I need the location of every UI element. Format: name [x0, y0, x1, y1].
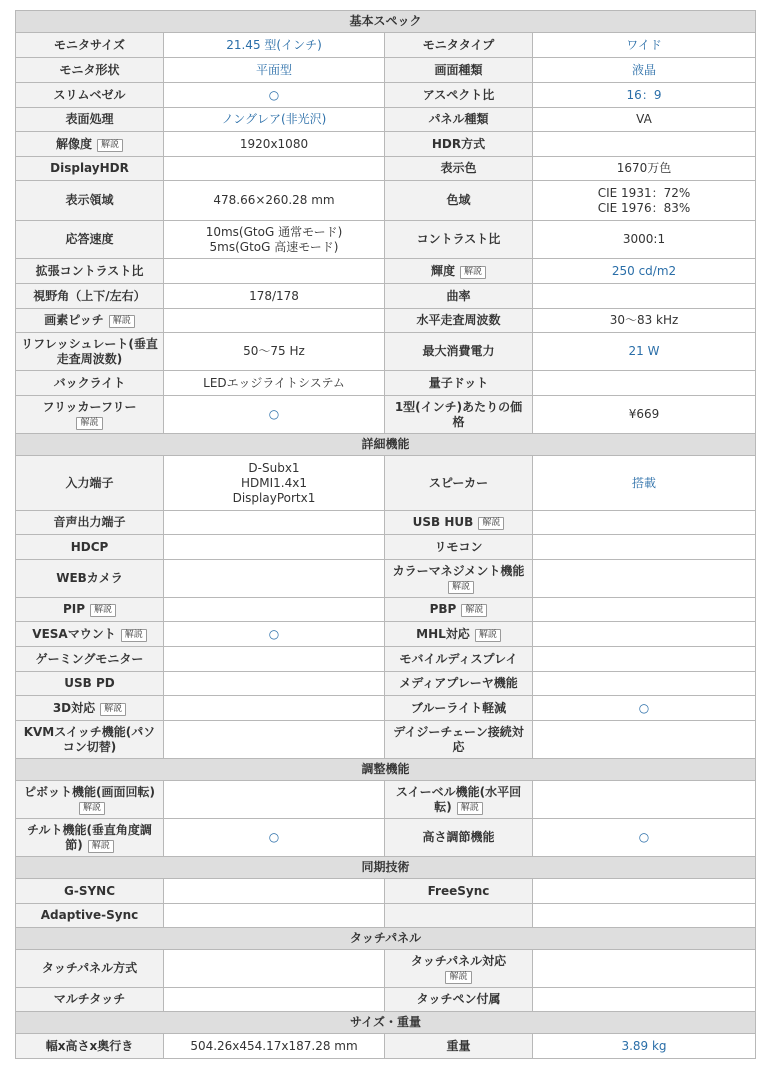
- label-webcam: WEBカメラ: [16, 560, 164, 598]
- label-usb-pd: USB PD: [16, 672, 164, 696]
- value-input-terminals: [164, 456, 385, 511]
- label-usb-hub: [385, 511, 533, 535]
- label-touch-support: [385, 950, 533, 988]
- value-color-management: [533, 560, 756, 598]
- value-response-time: [164, 221, 385, 259]
- value-monitor-shape[interactable]: 平面型: [164, 58, 385, 83]
- color-gamut-cie1931: CIE 1931：72%: [597, 185, 691, 200]
- value-monitor-size[interactable]: 21.45 型(インチ): [164, 33, 385, 58]
- value-resolution: 1920x1080: [164, 132, 385, 157]
- label-panel-type: パネル種類: [385, 108, 533, 132]
- value-gaming-monitor: [164, 647, 385, 672]
- value-pbp: [533, 598, 756, 622]
- value-hdr-format: [533, 132, 756, 157]
- label-brightness: [385, 259, 533, 284]
- label-text: 3D対応: [52, 700, 96, 715]
- label-dimensions: 幅x高さx奥行き: [16, 1034, 164, 1059]
- section-header-adjust: 調整機能: [16, 759, 756, 781]
- value-pixel-pitch: [164, 309, 385, 333]
- kaisetsu-button[interactable]: 解説: [461, 604, 487, 617]
- value-quantum-dot: [533, 371, 756, 396]
- value-aspect-ratio[interactable]: 16：9: [533, 83, 756, 108]
- label-text: PBP: [429, 602, 457, 616]
- label-vesa-mount: [16, 622, 164, 647]
- label-blue-light-reduction: ブルーライト軽減: [385, 696, 533, 721]
- label-extended-contrast: 拡張コントラスト比: [16, 259, 164, 284]
- label-resolution: [16, 132, 164, 157]
- value-daisy-chain: [533, 721, 756, 759]
- label-text: スイーベル機能(水平回転): [395, 784, 522, 814]
- label-text: カラーマネジメント機能: [392, 563, 525, 578]
- value-displayhdr: [164, 157, 385, 181]
- value-monitor-type[interactable]: ワイド: [533, 33, 756, 58]
- label-swivel: [385, 781, 533, 819]
- value-3d-support: [164, 696, 385, 721]
- label-touch-method: タッチパネル方式: [16, 950, 164, 988]
- color-gamut-cie1976: CIE 1976：83%: [597, 200, 691, 215]
- label-pip: [16, 598, 164, 622]
- section-header-sync: 同期技術: [16, 857, 756, 879]
- label-text: 解像度: [55, 136, 92, 151]
- value-color-gamut: [533, 181, 756, 221]
- value-display-area: 478.66×260.28 mm: [164, 181, 385, 221]
- label-multi-touch: マルチタッチ: [16, 988, 164, 1012]
- label-slim-bezel: スリムベゼル: [16, 83, 164, 108]
- label-monitor-shape: モニタ形状: [16, 58, 164, 83]
- value-mobile-display: [533, 647, 756, 672]
- value-media-player: [533, 672, 756, 696]
- value-max-power[interactable]: 21 W: [533, 333, 756, 371]
- label-input-terminals: 入力端子: [16, 456, 164, 511]
- label-color-management: [385, 560, 533, 598]
- value-flicker-free[interactable]: ○: [164, 396, 385, 434]
- value-freesync: [533, 879, 756, 904]
- kaisetsu-button[interactable]: 解説: [90, 604, 116, 617]
- label-remote: リモコン: [385, 535, 533, 560]
- value-touch-support: [533, 950, 756, 988]
- value-empty: [533, 904, 756, 928]
- value-curvature: [533, 284, 756, 309]
- label-price-per-inch: 1型(インチ)あたりの価格: [385, 396, 533, 434]
- value-horizontal-scan-freq: 30～83 kHz: [533, 309, 756, 333]
- kaisetsu-button[interactable]: 解説: [448, 581, 474, 594]
- value-usb-pd: [164, 672, 385, 696]
- label-tilt: [16, 819, 164, 857]
- response-time-normal: 10ms(GtoG 通常モード): [205, 224, 343, 239]
- label-curvature: 曲率: [385, 284, 533, 309]
- kaisetsu-button[interactable]: 解説: [457, 802, 483, 815]
- label-hdcp: HDCP: [16, 535, 164, 560]
- value-mhl: [533, 622, 756, 647]
- input-dsub: D-Subx1: [248, 460, 300, 475]
- label-flicker-free: [16, 396, 164, 434]
- label-height-adjust: 高さ調節機能: [385, 819, 533, 857]
- label-horizontal-scan-freq: 水平走査周波数: [385, 309, 533, 333]
- label-display-colors: 表示色: [385, 157, 533, 181]
- kaisetsu-button[interactable]: 解説: [100, 703, 126, 716]
- value-blue-light-reduction[interactable]: ○: [533, 696, 756, 721]
- label-speaker: スピーカー: [385, 456, 533, 511]
- label-display-area: 表示領域: [16, 181, 164, 221]
- value-screen-type[interactable]: 液晶: [533, 58, 756, 83]
- label-kvm-switch: KVMスイッチ機能(パソコン切替): [16, 721, 164, 759]
- value-touch-method: [164, 950, 385, 988]
- label-hdr-format: HDR方式: [385, 132, 533, 157]
- label-color-gamut: 色域: [385, 181, 533, 221]
- label-pivot: [16, 781, 164, 819]
- label-gsync: G-SYNC: [16, 879, 164, 904]
- label-quantum-dot: 量子ドット: [385, 371, 533, 396]
- value-backlight: LEDエッジライトシステム: [164, 371, 385, 396]
- label-monitor-size: モニタサイズ: [16, 33, 164, 58]
- value-pip: [164, 598, 385, 622]
- label-max-power: 最大消費電力: [385, 333, 533, 371]
- label-touch-pen: タッチペン付属: [385, 988, 533, 1012]
- response-time-fast: 5ms(GtoG 高速モード): [209, 239, 339, 254]
- value-touch-pen: [533, 988, 756, 1012]
- label-text: 輝度: [430, 263, 455, 278]
- label-backlight: バックライト: [16, 371, 164, 396]
- value-webcam: [164, 560, 385, 598]
- label-daisy-chain: デイジーチェーン接続対応: [385, 721, 533, 759]
- value-viewing-angle: 178/178: [164, 284, 385, 309]
- label-3d-support: [16, 696, 164, 721]
- label-text: ピボット機能(画面回転): [24, 784, 155, 799]
- value-weight[interactable]: 3.89 kg: [533, 1034, 756, 1059]
- value-adaptive-sync: [164, 904, 385, 928]
- label-response-time: 応答速度: [16, 221, 164, 259]
- value-kvm-switch: [164, 721, 385, 759]
- input-hdmi: HDMI1.4x1: [241, 475, 307, 490]
- label-pbp: [385, 598, 533, 622]
- label-text: USB HUB: [412, 515, 474, 529]
- value-price-per-inch: ¥669: [533, 396, 756, 434]
- label-mobile-display: モバイルディスプレイ: [385, 647, 533, 672]
- label-surface-treatment: 表面処理: [16, 108, 164, 132]
- label-text: PIP: [62, 602, 86, 616]
- kaisetsu-button[interactable]: 解説: [97, 139, 123, 152]
- kaisetsu-button[interactable]: 解説: [121, 629, 147, 642]
- label-contrast-ratio: コントラスト比: [385, 221, 533, 259]
- label-pixel-pitch: [16, 309, 164, 333]
- value-usb-hub: [533, 511, 756, 535]
- section-header-detail: 詳細機能: [16, 434, 756, 456]
- kaisetsu-button[interactable]: 解説: [79, 802, 105, 815]
- section-header-touch: タッチパネル: [16, 928, 756, 950]
- value-remote: [533, 535, 756, 560]
- label-empty: [385, 904, 533, 928]
- label-adaptive-sync: Adaptive-Sync: [16, 904, 164, 928]
- input-displayport: DisplayPortx1: [232, 490, 316, 505]
- value-speaker[interactable]: 搭載: [533, 456, 756, 511]
- label-text: フリッカーフリー: [42, 399, 137, 414]
- kaisetsu-button[interactable]: 解説: [445, 971, 471, 984]
- label-text: 画素ピッチ: [44, 313, 104, 327]
- label-refresh-rate: リフレッシュレート(垂直走査周波数): [16, 333, 164, 371]
- kaisetsu-button[interactable]: 解説: [475, 629, 501, 642]
- label-monitor-type: モニタタイプ: [385, 33, 533, 58]
- label-mhl: [385, 622, 533, 647]
- value-vesa-mount[interactable]: ○: [164, 622, 385, 647]
- label-freesync: FreeSync: [385, 879, 533, 904]
- label-gaming-monitor: ゲーミングモニター: [16, 647, 164, 672]
- label-text: VESAマウント: [32, 626, 116, 641]
- value-extended-contrast: [164, 259, 385, 284]
- label-viewing-angle: 視野角（上下/左右）: [16, 284, 164, 309]
- kaisetsu-button[interactable]: 解説: [478, 517, 504, 530]
- value-panel-type: VA: [533, 108, 756, 132]
- label-text: タッチパネル対応: [410, 953, 507, 968]
- value-hdcp: [164, 535, 385, 560]
- kaisetsu-button[interactable]: 解説: [88, 840, 114, 853]
- value-contrast-ratio: 3000:1: [533, 221, 756, 259]
- value-dimensions: 504.26x454.17x187.28 mm: [164, 1034, 385, 1059]
- value-gsync: [164, 879, 385, 904]
- value-multi-touch: [164, 988, 385, 1012]
- value-brightness[interactable]: 250 cd/m2: [533, 259, 756, 284]
- value-pivot: [164, 781, 385, 819]
- section-header-basic-spec: 基本スペック: [16, 11, 756, 33]
- value-tilt[interactable]: ○: [164, 819, 385, 857]
- kaisetsu-button[interactable]: 解説: [460, 266, 486, 279]
- value-refresh-rate: 50～75 Hz: [164, 333, 385, 371]
- label-text: MHL対応: [416, 626, 470, 641]
- label-text: チルト機能(垂直角度調節): [27, 822, 152, 852]
- value-slim-bezel[interactable]: ○: [164, 83, 385, 108]
- label-screen-type: 画面種類: [385, 58, 533, 83]
- label-media-player: メディアプレーヤ機能: [385, 672, 533, 696]
- label-audio-output: 音声出力端子: [16, 511, 164, 535]
- section-header-size-weight: サイズ・重量: [16, 1012, 756, 1034]
- value-audio-output: [164, 511, 385, 535]
- value-display-colors: 1670万色: [533, 157, 756, 181]
- label-displayhdr: DisplayHDR: [16, 157, 164, 181]
- kaisetsu-button[interactable]: 解説: [109, 315, 135, 328]
- label-aspect-ratio: アスペクト比: [385, 83, 533, 108]
- kaisetsu-button[interactable]: 解説: [76, 417, 102, 430]
- value-swivel: [533, 781, 756, 819]
- spec-table: [15, 10, 756, 1059]
- value-surface-treatment[interactable]: ノングレア(非光沢): [164, 108, 385, 132]
- value-height-adjust[interactable]: ○: [533, 819, 756, 857]
- label-weight: 重量: [385, 1034, 533, 1059]
